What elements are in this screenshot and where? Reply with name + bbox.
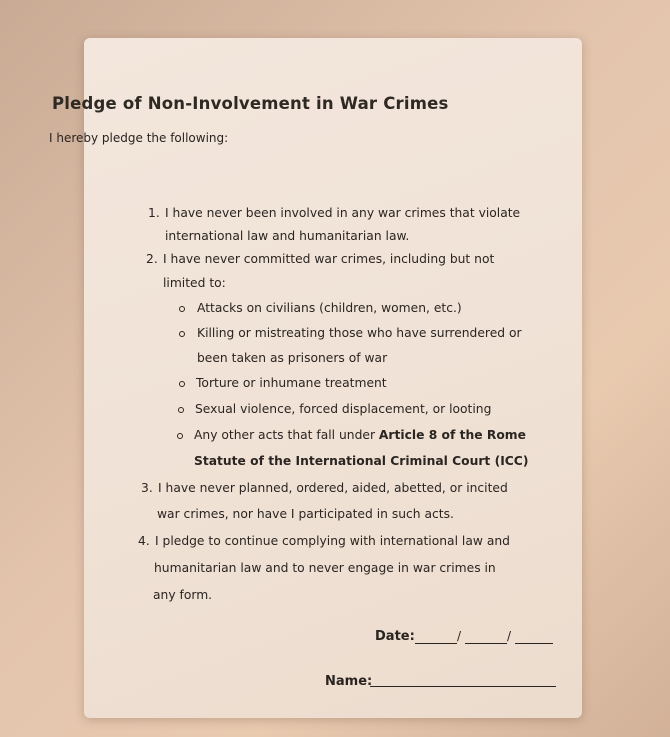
article-reference: Article 8 of the Rome <box>378 428 526 442</box>
sub-item-text: Attacks on civilians (children, women, etc.) <box>197 301 462 315</box>
sub-item-text: Sexual violence, forced displacement, or looting <box>195 402 492 416</box>
sub-item-text: Killing or mistreating those who have surrendered or <box>197 326 522 340</box>
item-number: 3. <box>141 481 153 495</box>
bullet-icon <box>179 381 185 387</box>
date-separator: / <box>507 629 512 643</box>
item-text-line: humanitarian law and to never engage in war crimes in <box>154 561 496 575</box>
bullet-icon <box>179 306 185 312</box>
item-number: 1. <box>148 206 160 220</box>
item-text-line: international law and humanitarian law. <box>165 229 410 243</box>
bullet-icon <box>177 433 183 439</box>
sub-item-text: Statute of the International Criminal Court (ICC) <box>194 454 529 468</box>
date-day-field[interactable] <box>415 643 457 644</box>
date-year-field[interactable] <box>515 643 553 644</box>
item-text-line: war crimes, nor have I participated in such acts. <box>157 507 454 521</box>
item-number: 4. <box>138 534 150 548</box>
date-separator: / <box>457 629 462 643</box>
bullet-icon <box>178 407 184 413</box>
item-text-line: any form. <box>153 588 213 602</box>
date-label: Date: <box>375 629 415 644</box>
sub-item-text: Torture or inhumane treatment <box>196 376 387 390</box>
item-text-line: I have never planned, ordered, aided, abetted, or incited <box>158 481 508 495</box>
date-month-field[interactable] <box>465 643 507 644</box>
item-text-line: limited to: <box>163 276 226 290</box>
item-text-line: I have never been involved in any war crimes that violate <box>165 206 521 220</box>
item-number: 2. <box>146 252 158 266</box>
sub-item-text-part: Any other acts that fall under <box>194 428 379 442</box>
sub-item-text <box>194 427 526 443</box>
sub-item-text: been taken as prisoners of war <box>197 351 388 365</box>
bullet-icon <box>179 331 185 337</box>
document-title: Pledge of Non-Involvement in War Crimes <box>52 94 449 113</box>
name-label: Name: <box>325 674 373 689</box>
item-text-line: I have never committed war crimes, including but not <box>163 252 495 266</box>
intro-text: I hereby pledge the following: <box>49 131 229 145</box>
name-field[interactable] <box>370 686 556 687</box>
item-text-line: I pledge to continue complying with international law and <box>155 534 510 548</box>
